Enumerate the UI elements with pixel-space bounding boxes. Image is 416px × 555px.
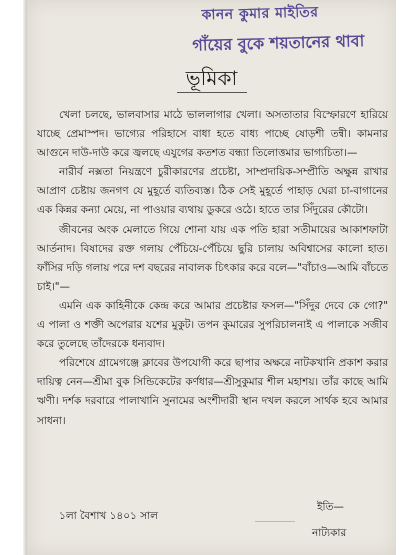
author-label: নাট্যকার xyxy=(312,527,347,539)
paragraph-1: খেলা চলছে, ভালবাসার মাঠে ভাললাগার খেলা। অসতাতার বিস্ফোরণে হারিয়ে যাচ্ছে প্রেমাস্পদ। ভাগ্যের পরিহাসে বাধা হতে বাধ্য পাচ্ছে ষোড়শী তন্বী। কামনার আগুনে দাউ-দাউ করে জ্বলছে এযুগের কতশত বন্ধ্যা তিলোত্তমার ভাগ্যচিতা।— xyxy=(37,109,388,160)
paragraph-2: নারীর্ব নক্সতা নিয়ন্ত্রণে চুরীকারণের প্রচেষ্টা, সাম্প্রদায়িক-সম্প্রীতি অক্ষুন্ন রাখার আপ্রাণ চেষ্টায় জনগণ যে মুহূর্তে ব্যতিব্যস্ত। ঠিক সেই মুহূর্তে পাহাড় ঘেরা চা-বাগানের এক কিন্নর কন্যা মেয়ে, না পাওয়ার ব্যথায় ডুকরে ওঠে। হাতে তার সিঁদুরের কৌটো। xyxy=(37,166,388,217)
paragraph-3: জীবনের অংক মেলাতে গিয়ে শোনা যায় এক পতি হারা সতীমায়ের আকাশফাটা আর্তনাদ। বিষাদের রক্ত গলায় পেঁচিয়ে-পেঁচিয়ে ছুরি চালায় অবিশ্বাসের কালো হাত। ফাঁসির দড়ি গলায় পরে দশ বছরের নাবালক চিৎকার করে বলে—"বাঁচাও—আমি বাঁচতে চাই।"— xyxy=(37,223,388,293)
ink-smudge xyxy=(255,505,295,522)
stamp-line-1: কানন কুমার মাইতির xyxy=(201,4,319,24)
preface-date: ১লা বৈশাখ ১৪০১ সাল xyxy=(59,510,159,522)
paragraph-5: পরিশেষে গ্রামেগঞ্জে ক্লাবের উপযোগী করে ছাপার অক্ষরে নাটকখানি প্রকাশ করার দায়িত্ব নেন—শ্রীমা বুক সিন্ডিকেটের কর্ণধার—শ্রীসুকুমার শীল মহাশয়। তাঁর কাছে আমি ঋণী। দর্শক দরবারে পালাখানি সুনামের অংশীদারী স্থান দখল করলে সার্থক হবে আমার সাধনা। xyxy=(37,357,388,427)
page-title: ভূমিকা xyxy=(185,66,238,90)
preface-body xyxy=(37,106,388,431)
ownership-stamp xyxy=(191,0,396,63)
book-page xyxy=(27,0,396,555)
paragraph-4: এমনি এক কাহিনীকে কেন্দ্র করে আমার প্রচেষ্টার ফসল—"সিঁদুর দেবে কে গো?" এ পালা ও শক্তী অপেরার যশের মুকুট। তপন কুমারের সুপরিচালনাই এ পালাকে সজীব করে তুলেছে তাঁদেরকে ধন্যবাদ। xyxy=(37,299,388,351)
stamp-line-2: গাঁয়ের বুকে শয়তানের থাবা xyxy=(192,31,365,55)
title-underline xyxy=(177,92,247,93)
signoff-text: ইতি— xyxy=(317,501,344,513)
